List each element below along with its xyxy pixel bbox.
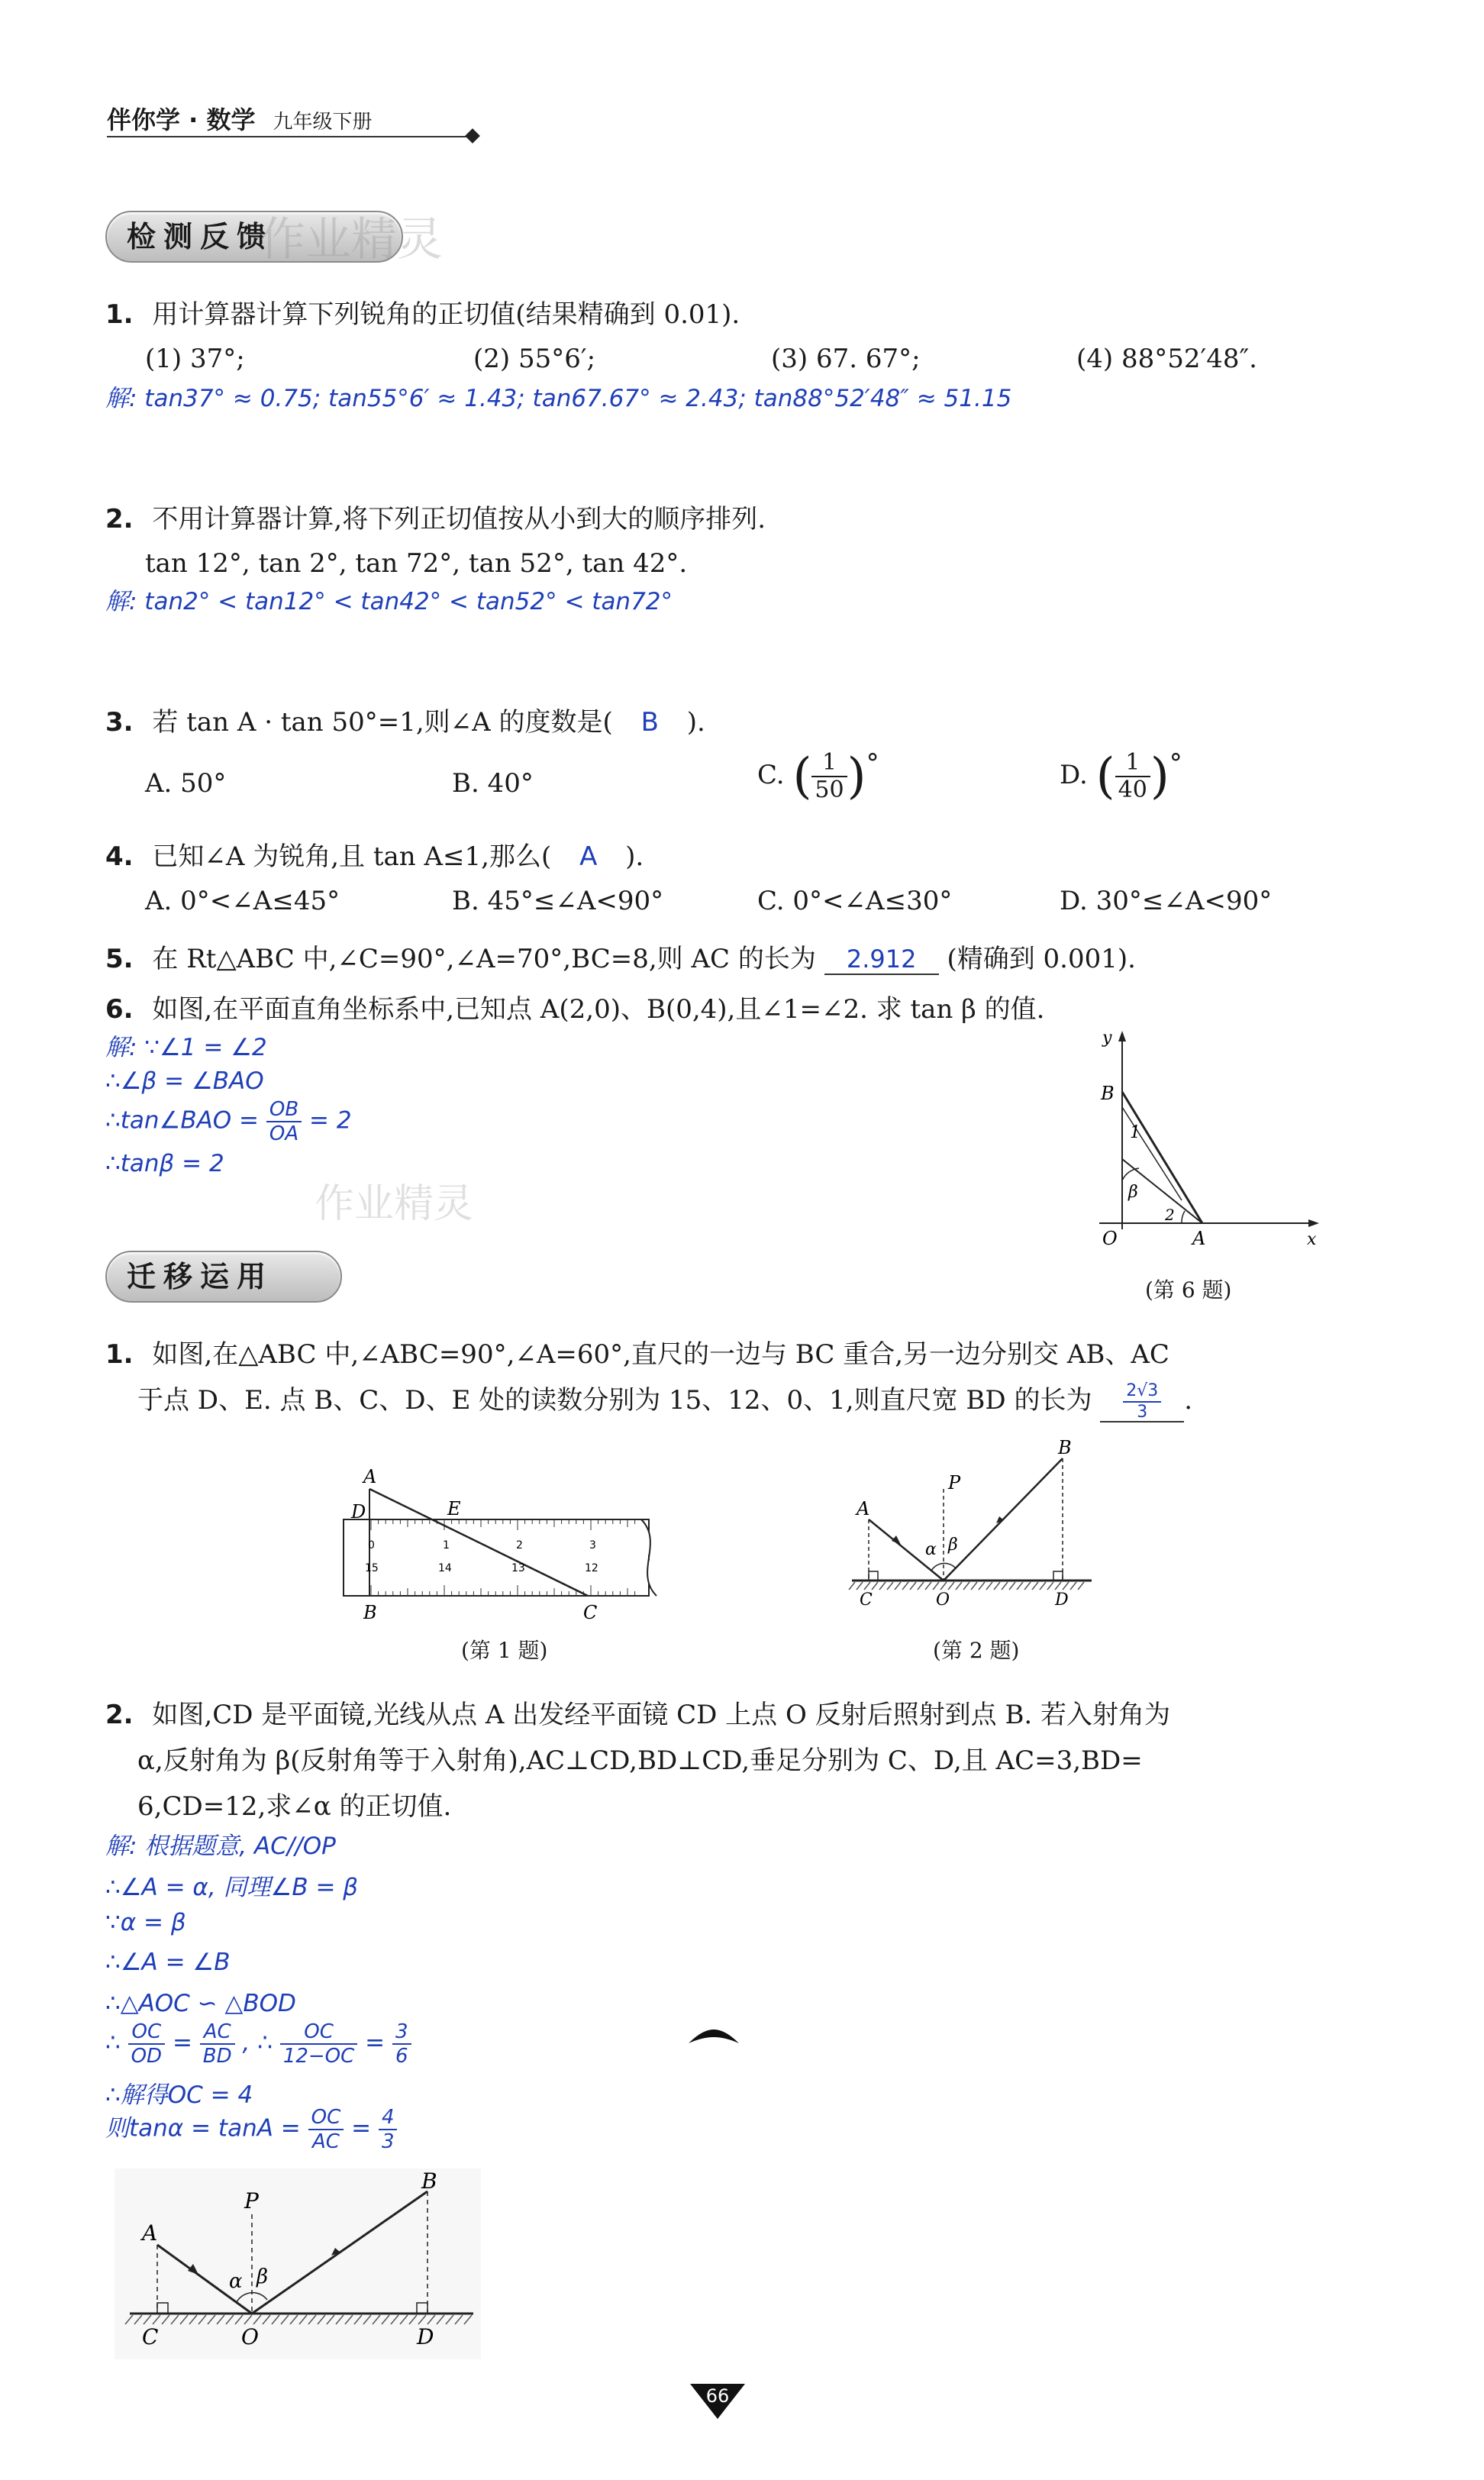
s2-fig2-caption: (第 2 题) [933, 1638, 1020, 1663]
watermark-text: 作业精灵 [260, 213, 443, 266]
q2-answer: 解: tan2° < tan12° < tan42° < tan52° < tan72° [105, 588, 673, 615]
ruler-bot-14: 14 [438, 1562, 452, 1574]
fig1-label-b: B [363, 1602, 377, 1623]
ruler-bot-15: 15 [365, 1562, 379, 1574]
q6-answer-3: ∴tan∠BAO = $\frac{OB}{OA}$ = 2 [105, 1098, 352, 1145]
s2-q2-ans-3: ∵α = β [105, 1909, 186, 1936]
q3-opt-b: B. 40° [452, 768, 534, 799]
watermark-text-2: 作业精灵 [315, 1181, 474, 1227]
fig6-label-a: A [1192, 1228, 1206, 1249]
q3-opt-a: A. 50° [145, 768, 227, 799]
s2-q2-ans-4: ∴∠A = ∠B [105, 1949, 231, 1976]
fig2-label-o: O [936, 1590, 950, 1610]
s2-fig2 [840, 1435, 1099, 1626]
q1-answer: 解: tan37° ≈ 0.75; tan55°6′ ≈ 1.43; tan67.67° ≈ 2.43; tan88°52′48″ ≈ 51.15 [105, 385, 1012, 412]
fig2-label-a: A [857, 1498, 870, 1519]
fig1-label-a: A [363, 1466, 377, 1487]
s2-q2-ans-7: ∴解得OC = 4 [105, 2081, 253, 2109]
q4-opt-c: C. 0°<∠A≤30° [757, 886, 953, 916]
s2-q2-ans-6: ∴ $\frac{OC}{OD}$ = $\frac{AC}{BD}$ , ∴ $\frac{OC}{12-OC}$ = $\frac{3}{6}$ [105, 2022, 411, 2066]
fig2l-label-a: A [142, 2220, 158, 2246]
fig6-label-x: x [1307, 1230, 1317, 1249]
header-grade: 九年级下册 [273, 111, 373, 134]
s2-q2-line1: 2. 如图,CD 是平面镜,光线从点 A 出发经平面镜 CD 上点 O 反射后照射到点 B. 若入射角为 [105, 1700, 1171, 1730]
q6-figure [1092, 1023, 1328, 1252]
q6-answer-1: 解: ∵∠1 = ∠2 [105, 1034, 267, 1061]
fig2l-label-p: P [244, 2188, 259, 2214]
s2-q2-line2: α,反射角为 β(反射角等于入射角),AC⊥CD,BD⊥CD,垂足分别为 C、D,且 AC=3,BD= [137, 1745, 1143, 1776]
q5: 5. 在 Rt△ABC 中,∠C=90°,∠A=70°,BC=8,则 AC 的长为 2.912 (精确到 0.001). [105, 944, 1136, 974]
q6: 6. 如图,在平面直角坐标系中,已知点 A(2,0)、B(0,4),且∠1=∠2. 求 tan β 的值. [105, 994, 1045, 1025]
header-brand: 伴你学 · 数学 [107, 105, 256, 134]
fig2-label-beta: β [948, 1535, 958, 1555]
s2-q1-answer: $\frac{2√3}{3}$ [1100, 1383, 1184, 1422]
segment-ba [1122, 1092, 1202, 1223]
s2-fig1 [336, 1458, 664, 1626]
decor-mark-icon [687, 2026, 740, 2049]
s2-q1-line1: 1. 如图,在△ABC 中,∠ABC=90°,∠A=60°,直尺的一边与 BC 重合,另一边分别交 AB、AC [105, 1339, 1169, 1370]
fig2l-label-d: D [417, 2324, 434, 2349]
fig6-label-y: y [1102, 1028, 1112, 1048]
s2-q2-ans-1: 解: 根据题意, AC//OP [105, 1833, 336, 1860]
ruler-bot-13: 13 [511, 1562, 525, 1574]
fig6-label-beta: β [1128, 1183, 1138, 1202]
q1-opt-4: (4) 88°52′48″. [1076, 344, 1257, 374]
q1-opt-1: (1) 37°; [145, 344, 245, 374]
q6-answer-4: ∴tanβ = 2 [105, 1150, 224, 1177]
fig2l-label-beta: β [256, 2265, 269, 2288]
q1: 1. 用计算器计算下列锐角的正切值(结果精确到 0.01). [105, 299, 740, 330]
s2-fig1-caption: (第 1 题) [461, 1638, 548, 1663]
fig6-label-2: 2 [1165, 1206, 1175, 1224]
ruler-top-0: 0 [368, 1539, 375, 1552]
fig2-label-c: C [860, 1590, 873, 1610]
q3-answer: B [640, 707, 659, 738]
q6-caption: (第 6 题) [1145, 1277, 1232, 1303]
fig1-label-e: E [447, 1498, 461, 1519]
ruler-top-3: 3 [589, 1539, 596, 1552]
section-title-check: 检测反馈 [105, 211, 403, 263]
header-rule [107, 136, 473, 137]
s2-q2-line3: 6,CD=12,求∠α 的正切值. [137, 1791, 452, 1822]
page-header [107, 101, 481, 134]
q6-answer-2: ∴∠β = ∠BAO [105, 1067, 264, 1095]
page-number: 66 [705, 2385, 730, 2407]
s2-q2-ans-8: 则tanα = tanA = $\frac{OC}{AC}$ = $\frac{4}{3}$ [105, 2107, 397, 2152]
q4-answer: A [579, 841, 598, 872]
ruler-top-1: 1 [443, 1539, 450, 1552]
section-title-apply: 迁移运用 [105, 1251, 342, 1303]
s2-q1-line2: 于点 D、E. 点 B、C、D、E 处的读数分别为 15、12、0、1,则直尺宽 BD 的长为 $\frac{2√3}{3}$ . [137, 1380, 1193, 1422]
q3-opt-c: C. ( $\frac{1}{50}$ )° [757, 748, 879, 805]
ruler [344, 1519, 649, 1596]
fig2-label-p: P [948, 1472, 961, 1493]
q4: 4. 已知∠A 为锐角,且 tan A≤1,那么( A ). [105, 841, 644, 872]
q2: 2. 不用计算器计算,将下列正切值按从小到大的顺序排列. [105, 504, 766, 534]
fig6-label-o: O [1102, 1228, 1118, 1249]
fig2-label-alpha: α [925, 1540, 937, 1559]
q3: 3. 若 tan A · tan 50°=1,则∠A 的度数是( B ). [105, 707, 705, 738]
fig1-label-c: C [583, 1602, 598, 1623]
fig2l-label-b: B [421, 2168, 437, 2194]
fig1-label-d: D [351, 1501, 366, 1523]
fig2l-label-o: O [241, 2324, 259, 2349]
fig2-label-b: B [1058, 1437, 1072, 1458]
s2-fig2-large [115, 2168, 481, 2359]
x-arrow-icon [1308, 1219, 1319, 1227]
fig2l-label-alpha: α [229, 2270, 243, 2293]
fig6-label-b: B [1101, 1083, 1115, 1104]
q1-opt-3: (3) 67. 67°; [771, 344, 921, 374]
ruler-bot-12: 12 [585, 1562, 598, 1574]
s2-q2-ans-5: ∴△AOC ∽ △BOD [105, 1990, 296, 2017]
fig6-label-1: 1 [1130, 1123, 1140, 1142]
fig2l-label-c: C [142, 2324, 159, 2349]
q3-opt-d: D. ( $\frac{1}{40}$ )° [1060, 748, 1182, 805]
ruler-top-2: 2 [516, 1539, 523, 1552]
q4-opt-d: D. 30°≤∠A<90° [1060, 886, 1273, 916]
q2-list: tan 12°, tan 2°, tan 72°, tan 52°, tan 42°. [145, 548, 688, 579]
q4-opt-a: A. 0°<∠A≤45° [145, 886, 340, 916]
y-arrow-icon [1118, 1031, 1126, 1041]
s2-q2-ans-2: ∴∠A = α, 同理∠B = β [105, 1874, 359, 1901]
q4-opt-b: B. 45°≤∠A<90° [452, 886, 664, 916]
q1-opt-2: (2) 55°6′; [473, 344, 596, 374]
page-number-badge [687, 2376, 748, 2422]
fig2-label-d: D [1055, 1590, 1069, 1610]
q5-answer: 2.912 [824, 945, 939, 975]
